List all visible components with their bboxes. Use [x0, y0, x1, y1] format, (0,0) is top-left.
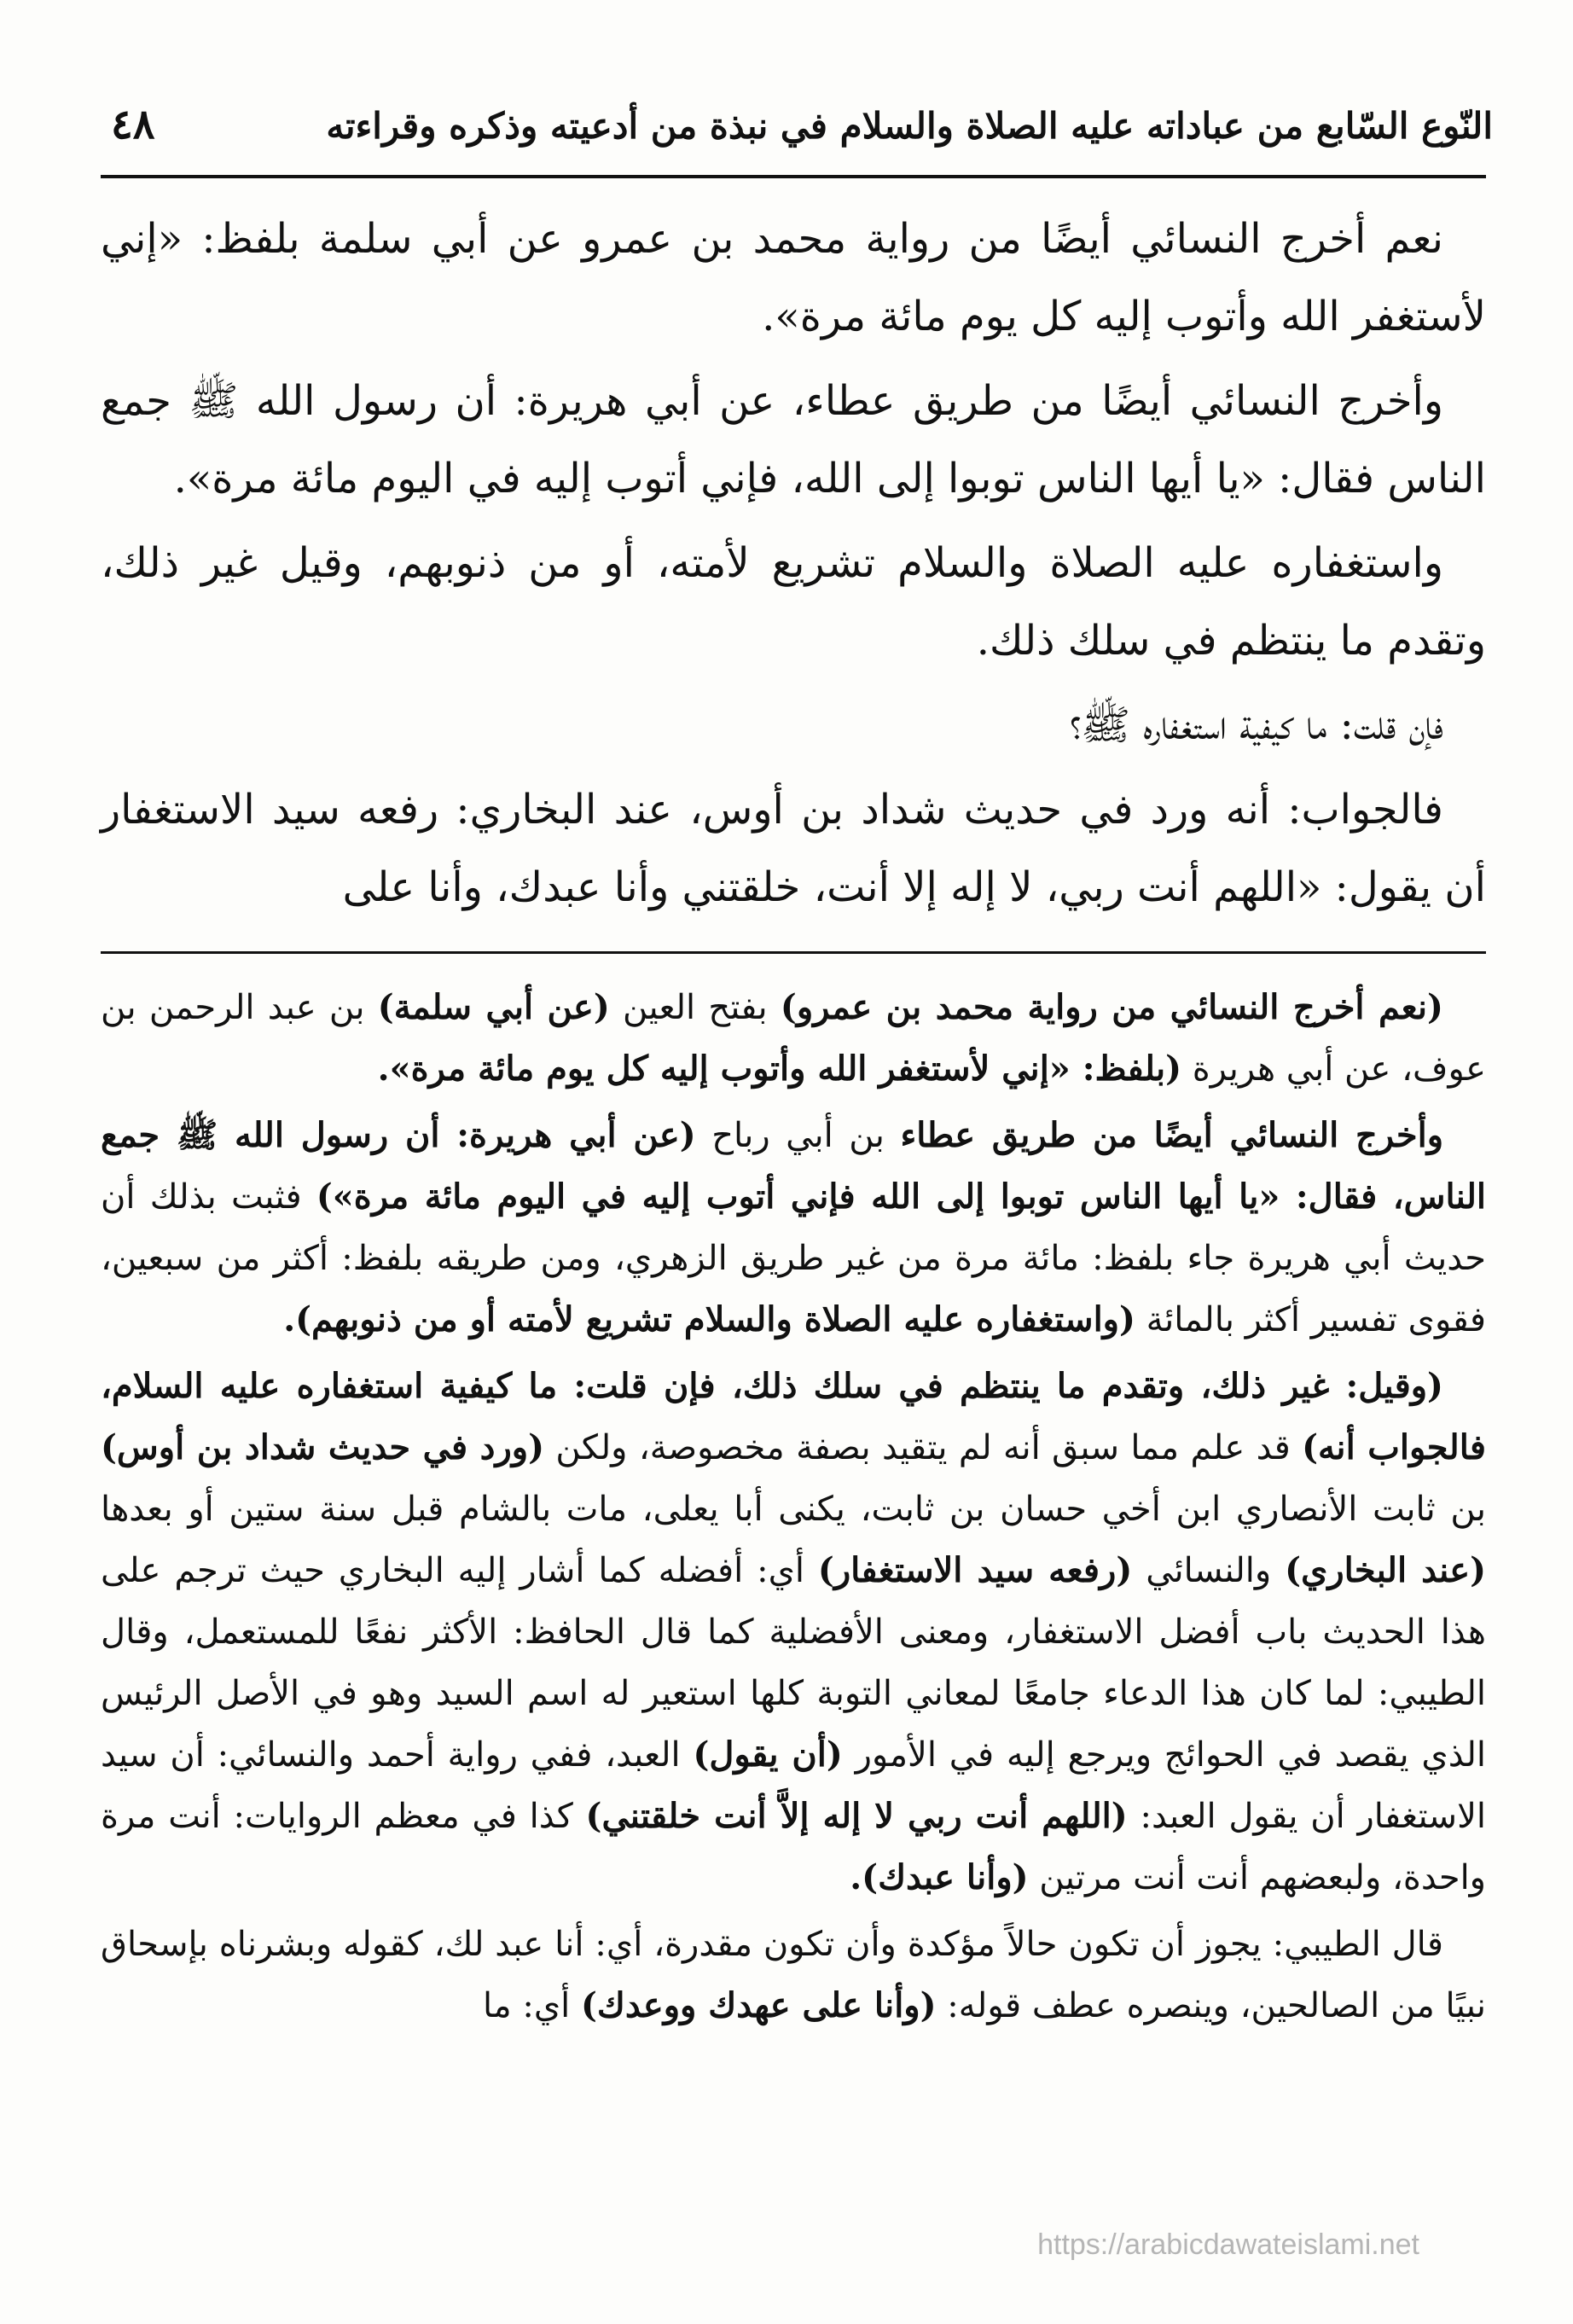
commentary-text: بن ثابت الأنصاري ابن أخي حسان بن ثابت، يكنى أبا يعلى، مات بالشام قبل سنة ستين أو بعدها [101, 1490, 1486, 1529]
quoted-matn-text: (ورد في حديث شداد بن أوس) [101, 1427, 545, 1467]
commentary-paragraph [101, 1105, 1486, 1351]
commentary-text: قد علم مما سبق أنه لم يتقيد بصفة مخصوصة، ولكن [544, 1428, 1303, 1467]
footnote-separator [101, 951, 1486, 954]
quoted-matn-text: (بلفظ: «إني لأستغفر الله وأتوب إليه كل يوم مائة مرة». [377, 1049, 1181, 1089]
quoted-matn-text: (رفعه سيد الاستغفار) [817, 1550, 1133, 1590]
quoted-matn-text: وأخرج النسائي أيضًا من طريق عطاء [900, 1115, 1444, 1155]
quoted-matn-text: (اللهم أنت ربي لا إله إلاَّ أنت خلقتني) [585, 1796, 1128, 1836]
main-paragraph: فالجواب: أنه ورد في حديث شداد بن أوس، عند البخاري: رفعه سيد الاستغفار أن يقول: «اللهم أنت ربي، لا إله إلا أنت، خلقتني وأنا عبدك، وأنا على [101, 786, 1486, 911]
commentary-text: أي: أفضله كما أشار إليه البخاري حيث ترجم على هذا الحديث باب أفضل الاستغفار، ومعنى الأفضلية كما قال الحافظ: الأكثر نفعًا للمستعمل، وقال الطيبي: لما كان هذا الدعاء جامعًا لمعاني التوبة كلها استعير له اسم السيد وهو في الأصل الرئيس الذي يقصد في الحوائج ويرجع إليه في الأمور [101, 1551, 1487, 1775]
commentary-text: أي: ما [483, 1986, 581, 2025]
commentary-paragraph [101, 977, 1486, 1100]
commentary-text: العبد، ففي رواية أحمد والنسائي: أن سيد الاستغفار أن يقول العبد: [101, 1735, 1486, 1836]
main-text [101, 200, 1486, 933]
header-rule [101, 175, 1486, 178]
running-header [111, 101, 1493, 148]
main-paragraph: نعم أخرج النسائي أيضًا من رواية محمد بن عمرو عن أبي سلمة بلفظ: «إني لأستغفر الله وأتوب إليه كل يوم مائة مرة». [101, 215, 1486, 340]
commentary-text: بن أبي رباح [695, 1116, 901, 1155]
main-paragraph: وأخرج النسائي أيضًا من طريق عطاء، عن أبي هريرة: أن رسول الله ﷺ جمع الناس فقال: «يا أيها الناس توبوا إلى الله، فإني أتوب إليه في اليوم مائة مرة». [101, 377, 1486, 503]
quoted-matn-text: (نعم أخرج النسائي من رواية محمد بن عمرو) [780, 987, 1443, 1027]
watermark-url: https://arabicdawateislami.net [1037, 2228, 1419, 2261]
quoted-matn-text: (أن يقول) [693, 1734, 843, 1775]
quoted-matn-text: (وأنا عبدك). [850, 1857, 1029, 1897]
commentary-text: بن عبد الرحمن بن عوف، عن أبي هريرة [101, 988, 1486, 1089]
quoted-matn-text: (وقيل: غير ذلك، وتقدم ما ينتظم في سلك ذلك، فإن قلت: ما كيفية استغفاره عليه السلام، فالجواب أنه) [101, 1366, 1487, 1467]
commentary-text: كذا في معظم الروايات: أنت مرة واحدة، ولبعضهم أنت أنت مرتين [101, 1797, 1486, 1897]
commentary-notes [101, 977, 1486, 2042]
quoted-matn-text: (وأنا على عهدك ووعدك) [580, 1985, 937, 2025]
commentary-paragraph [101, 1356, 1486, 1909]
page-number: ٤٨ [111, 101, 155, 148]
main-paragraph: فإن قلت: ما كيفية استغفاره ﷺ؟ [1069, 701, 1443, 749]
quoted-matn-text: (عن أبي هريرة: أن رسول الله ﷺ جمع الناس، فقال: «يا أيها الناس توبوا إلى الله فإني أتوب إليه في اليوم مائة مرة») [101, 1115, 1487, 1217]
commentary-text: بفتح العين [609, 988, 781, 1027]
main-paragraph: واستغفاره عليه الصلاة والسلام تشريع لأمته، أو من ذنوبهم، وقيل غير ذلك، وتقدم ما ينتظم في سلك ذلك. [101, 539, 1486, 665]
commentary-text: فثبت بذلك أن حديث أبي هريرة جاء بلفظ: مائة مرة من غير طريق الزهري، ومن طريقه بلفظ: أكثر من سبعين، فقوى تفسير أكثر بالمائة [101, 1177, 1486, 1339]
header-title: النّوع السّابع من عباداته عليه الصلاة والسلام في نبذة من أدعيته وذكره وقراءته [326, 105, 1493, 147]
quoted-matn-text: (عند البخاري) [1285, 1550, 1487, 1590]
quoted-matn-text: (عن أبي سلمة) [377, 987, 610, 1027]
quoted-matn-text: (واستغفاره عليه الصلاة والسلام تشريع لأمته أو من ذنوبهم). [283, 1299, 1135, 1339]
commentary-paragraph [101, 1914, 1486, 2036]
commentary-text: والنسائي [1132, 1551, 1286, 1590]
commentary-text: قال الطيبي: يجوز أن تكون حالاً مؤكدة وأن تكون مقدرة، أي: أنا عبد لك، كقوله وبشرناه بإسحاق نبيًا من الصالحين، وينصره عطف قوله: [101, 1925, 1486, 2025]
